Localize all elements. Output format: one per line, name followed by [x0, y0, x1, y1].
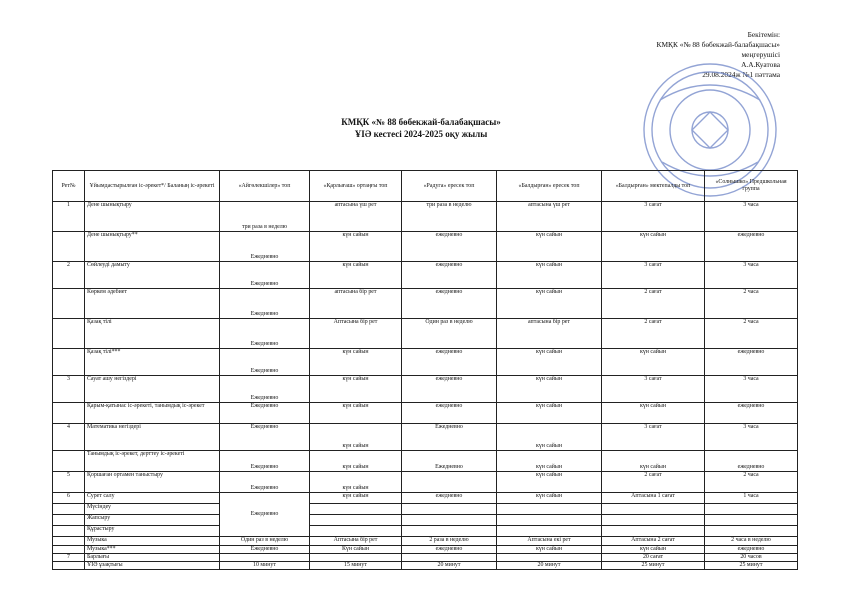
value-cell: 3 часа: [705, 376, 798, 403]
approval-line: А.А.Куатова: [741, 60, 780, 69]
value-cell: Аптасына бір рет: [310, 319, 402, 349]
value-cell: күн сайын: [310, 472, 402, 493]
table-row: [53, 472, 798, 493]
value-cell: 1 часа: [705, 493, 798, 504]
table-row: [53, 562, 798, 570]
header-group: «Радуга» ересек топ: [402, 171, 497, 202]
table-row: [53, 232, 798, 262]
value-cell: Ежедневно: [220, 349, 310, 376]
header-group: «Солнышко» Предшкольная группа: [705, 171, 798, 202]
value-cell: күн сайын: [310, 451, 402, 472]
value-cell: [402, 472, 497, 493]
value-cell: 2 часа в неделю: [705, 537, 798, 546]
title-line-1: КМҚК «№ 88 бөбекжай-балабақшасы»: [341, 117, 501, 127]
value-cell: күн сайын: [602, 403, 705, 424]
art-row: [53, 526, 798, 537]
row-num: [53, 232, 85, 262]
activity-cell: Жапсыру: [85, 515, 220, 526]
header-num: Рет№: [53, 171, 85, 202]
table-row: [53, 554, 798, 562]
document-title: [0, 116, 842, 140]
value-cell: ежедневно: [705, 451, 798, 472]
value-cell: 20 минут: [497, 562, 602, 570]
value-cell: 3 сағат: [602, 202, 705, 232]
value-cell: күн сайын: [497, 289, 602, 319]
value-cell: 20 часов: [705, 554, 798, 562]
value-cell: күн сайын: [497, 424, 602, 451]
table-row: [53, 289, 798, 319]
value-cell: Аптасына 1 сағат: [602, 493, 705, 504]
value-cell: аптасына үш рет: [497, 202, 602, 232]
value-cell: күн сайын: [602, 451, 705, 472]
value-cell: Ежедневно: [220, 232, 310, 262]
value-cell: ежедневно: [705, 403, 798, 424]
table-row: [53, 319, 798, 349]
value-cell: күн сайын: [310, 262, 402, 289]
value-cell: күн сайын: [602, 232, 705, 262]
value-cell: күн сайын: [310, 403, 402, 424]
art-row: [53, 504, 798, 515]
value-cell: Ежедневно: [220, 451, 310, 472]
activity-cell: Дене шынықтыру: [85, 202, 220, 232]
row-num: 3: [53, 376, 85, 403]
value-cell: три раза в неделю: [402, 202, 497, 232]
value-cell: 20 сағат: [602, 554, 705, 562]
activity-cell: Математика негіздері: [85, 424, 220, 451]
value-cell: ежедневно: [402, 262, 497, 289]
activity-cell: Қоршаған ортамен таныстыру: [85, 472, 220, 493]
value-cell: 2 раза в неделю: [402, 537, 497, 546]
table-row: [53, 202, 798, 232]
row-num: [53, 319, 85, 349]
approval-line: 29.08.2024ж №1 пәттама: [702, 70, 780, 79]
row-num: [53, 403, 85, 424]
row-num: [53, 289, 85, 319]
value-cell: 2 сағат: [602, 289, 705, 319]
value-cell: күн сайын: [310, 376, 402, 403]
activity-cell: Қарым-қатынас іс-әрекеті, танымдық іс-әрекет: [85, 403, 220, 424]
value-cell: 20 минут: [402, 562, 497, 570]
value-cell: ежедневно: [705, 232, 798, 262]
row-num: 4: [53, 424, 85, 451]
value-cell: Ежедневно: [220, 493, 310, 537]
header-group: «Айгөлекшілер» топ: [220, 171, 310, 202]
value-cell: Ежедневно: [220, 376, 310, 403]
value-cell: Ежедневно: [220, 472, 310, 493]
value-cell: Ежедневно: [220, 424, 310, 451]
header-row: [53, 171, 798, 202]
value-cell: күн сайын: [602, 349, 705, 376]
value-cell: 3 часа: [705, 262, 798, 289]
value-cell: аптасына бір рет: [310, 289, 402, 319]
value-cell: күн сайын: [310, 232, 402, 262]
value-cell: күн сайын: [497, 451, 602, 472]
value-cell: ежедневно: [402, 376, 497, 403]
value-cell: күн сайын: [310, 493, 402, 504]
value-cell: күн сайын: [497, 349, 602, 376]
art-row: [53, 515, 798, 526]
value-cell: 2 часа: [705, 289, 798, 319]
value-cell: Ежедневно: [220, 289, 310, 319]
value-cell: күн сайын: [497, 546, 602, 554]
value-cell: аптасына үш рет: [310, 202, 402, 232]
value-cell: 2 часа: [705, 472, 798, 493]
activity-cell: Қазақ тілі: [85, 319, 220, 349]
value-cell: 15 минут: [310, 562, 402, 570]
value-cell: ежедневно: [402, 403, 497, 424]
value-cell: 3 сағат: [602, 376, 705, 403]
value-cell: Ежедневно: [220, 262, 310, 289]
row-num: 5: [53, 472, 85, 493]
schedule-table: [52, 170, 798, 570]
activity-cell: Дене шынықтыру**: [85, 232, 220, 262]
table-row: [53, 376, 798, 403]
value-cell: күн сайын: [497, 472, 602, 493]
approval-line: КМҚК «№ 88 бөбекжай-балабақшасы»: [656, 40, 780, 49]
table-row: [53, 451, 798, 472]
activity-cell: Көркем әдебиет: [85, 289, 220, 319]
header-group: «Балдырған» ересек топ: [497, 171, 602, 202]
row-num: [53, 451, 85, 472]
activity-cell: Мүсіндеу: [85, 504, 220, 515]
value-cell: күн сайын: [310, 349, 402, 376]
value-cell: аптасына бір рет: [497, 319, 602, 349]
table-row: [53, 262, 798, 289]
table-row: [53, 424, 798, 451]
value-cell: Ежедневно: [220, 546, 310, 554]
value-cell: 2 сағат: [602, 319, 705, 349]
activity-cell: Музыка: [85, 537, 220, 546]
value-cell: күн сайын: [497, 493, 602, 504]
value-cell: күн сайын: [497, 262, 602, 289]
activity-cell: Музыка***: [85, 546, 220, 554]
value-cell: күн сайын: [497, 232, 602, 262]
value-cell: ежедневно: [705, 546, 798, 554]
value-cell: Аптасына екі рет: [497, 537, 602, 546]
art-row: [53, 493, 798, 504]
value-cell: 10 минут: [220, 562, 310, 570]
table-row: [53, 546, 798, 554]
value-cell: 2 часа: [705, 319, 798, 349]
value-cell: Ежедневно: [402, 451, 497, 472]
activity-cell: Сурет салу: [85, 493, 220, 504]
table-row: [53, 537, 798, 546]
value-cell: күн сайын: [310, 424, 402, 451]
row-num: 7: [53, 554, 85, 562]
value-cell: Күн сайын: [310, 546, 402, 554]
value-cell: Ежедневно: [220, 319, 310, 349]
activity-cell: Сауат ашу негіздері: [85, 376, 220, 403]
table-row: [53, 349, 798, 376]
value-cell: Аптасына бір рет: [310, 537, 402, 546]
value-cell: 3 часа: [705, 424, 798, 451]
activity-cell: Қазақ тілі***: [85, 349, 220, 376]
approval-line: меңгерушісі: [741, 50, 780, 59]
value-cell: Аптасына 2 сағат: [602, 537, 705, 546]
value-cell: 25 минут: [602, 562, 705, 570]
value-cell: ежедневно: [402, 232, 497, 262]
activity-cell: ҰІӘ ұзақтығы: [85, 562, 220, 570]
activity-cell: Танымдық іс-әрекет, дерттеу іс-әрекеті: [85, 451, 220, 472]
value-cell: күн сайын: [497, 376, 602, 403]
approval-line: Бекітемін:: [747, 30, 780, 39]
activity-cell: Сөйлеуді дамыту: [85, 262, 220, 289]
value-cell: күн сайын: [497, 403, 602, 424]
value-cell: Один раз в неделю: [220, 537, 310, 546]
value-cell: ежедневно: [402, 289, 497, 319]
value-cell: 25 минут: [705, 562, 798, 570]
value-cell: күн сайын: [602, 546, 705, 554]
row-num: [53, 349, 85, 376]
value-cell: ежедневно: [402, 493, 497, 504]
value-cell: 3 часа: [705, 202, 798, 232]
value-cell: 3 сағат: [602, 262, 705, 289]
value-cell: ежедневно: [705, 349, 798, 376]
row-num: 2: [53, 262, 85, 289]
value-cell: Ежедневно: [402, 424, 497, 451]
value-cell: Ежедневно: [220, 403, 310, 424]
value-cell: 2 сағат: [602, 472, 705, 493]
activity-cell: Құрастыру: [85, 526, 220, 537]
value-cell: 3 сағат: [602, 424, 705, 451]
table-row: [53, 403, 798, 424]
value-cell: Один раз в неделю: [402, 319, 497, 349]
header-group: «Балдырған» мектепалды топ: [602, 171, 705, 202]
value-cell: ежедневно: [402, 546, 497, 554]
header-group: «Қарлығаш» ортаңғы топ: [310, 171, 402, 202]
value-cell: три раза в неделю: [220, 202, 310, 232]
value-cell: ежедневно: [402, 349, 497, 376]
row-num: 6: [53, 493, 85, 504]
header-activity: Ұйымдастырылған іс-әрекет*/ Баланың іс-әрекеті: [85, 171, 220, 202]
title-line-2: ҰІӘ кестесі 2024-2025 оқу жылы: [354, 129, 488, 139]
row-num: 1: [53, 202, 85, 232]
activity-cell: Барлығы: [85, 554, 220, 562]
